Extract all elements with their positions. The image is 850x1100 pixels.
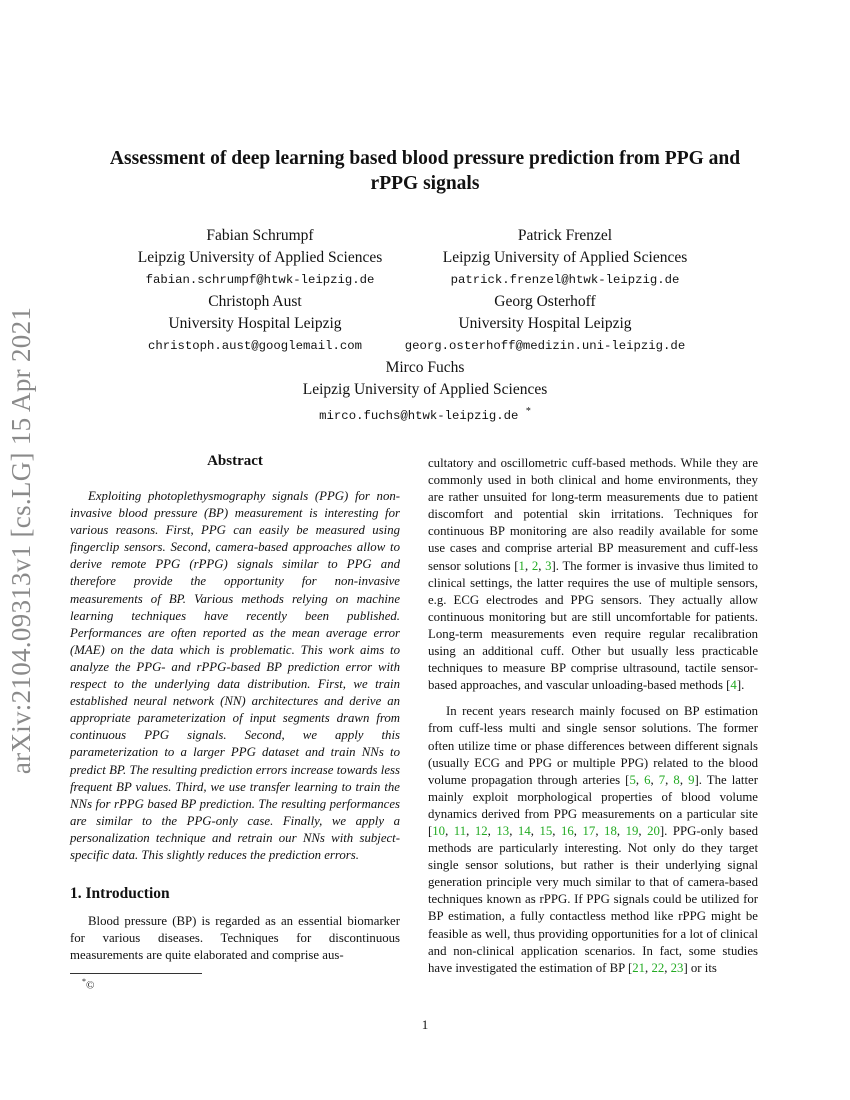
author-affiliation: Leipzig University of Applied Sciences [302,381,548,398]
arxiv-identifier-stamp [2,300,42,780]
citation-link[interactable]: 8 [673,772,680,787]
copyright-symbol: © [86,979,95,992]
author-email[interactable]: christoph.aust@googlemail.com [147,339,362,353]
footnote-marker: * [525,406,531,417]
author-name: Fabian Schrumpf [206,227,314,244]
citation-link[interactable]: 21 [632,960,646,975]
citation-link[interactable]: 3 [545,558,552,573]
body-paragraph: cultatory and oscillometric cuff-based methods. While they are commonly used in both clinical and home environments, they are rather unsuited for long-term measurements due to patient discomfort and potential skin irritations. Techniques for continuous BP monitoring are also readily available for some use cases and comprise arterial BP measurement and cuff-less sensor solutions [1, 2, 3]. The former is invasive thus limited to clinical settings, the latter requires the use of multiple sensors, e.g. ECG electrodes and PPG sensors. They actually allow continuous monitoring but are still uncomfortable for patients. Long-term measurements even require regular recalibration using an additional cuff. Other but usually less practicable techniques to measure BP comprise ultrasound, tactile sensor-based approaches, and vascular unloading-based methods [4]. [428,456,758,693]
author-affiliation: Leipzig University of Applied Sciences [442,249,688,266]
author-affiliation: University Hospital Leipzig [458,315,632,332]
citation-link[interactable]: 5 [629,772,636,787]
citation-link[interactable]: 16 [560,823,574,838]
right-column [428,455,758,977]
author-email[interactable]: patrick.frenzel@htwk-leipzig.de [450,273,680,287]
author-block [105,291,405,357]
citation-link[interactable]: 20 [647,823,660,838]
citation-link[interactable]: 9 [688,772,695,787]
author-email[interactable] [225,401,625,427]
citation-link[interactable]: 7 [658,772,666,787]
author-affiliation: Leipzig University of Applied Sciences [137,249,383,266]
author-affiliation: University Hospital Leipzig [168,315,342,332]
citation-link[interactable]: 1 [518,558,525,573]
citation-link[interactable]: 13 [496,823,510,838]
author-email[interactable]: georg.osterhoff@medizin.uni-leipzig.de [404,339,686,353]
author-name: Christoph Aust [208,293,302,310]
citation-link[interactable]: 17 [582,823,596,838]
paper-title-line2: rPPG signals [370,173,480,194]
author-email[interactable]: fabian.schrumpf@htwk-leipzig.de [145,273,375,287]
citation-link[interactable]: 12 [474,823,488,838]
paragraph-text: In recent years research mainly focused on BP estimation from cuff-less multi and single sensor solutions. The former often utilize time or phase differences between different signals (usually ECG and PPG or multiple PPG) related to the blood volume propagation through arteries [ [428,704,758,787]
citation-link[interactable]: 2 [531,558,539,573]
paper-title [75,146,775,196]
author-name: Georg Osterhoff [494,293,596,310]
citation-link[interactable]: 22 [651,960,665,975]
paragraph-text: cultatory and oscillometric cuff-based methods. While they are commonly used in both clinical and home environments, they are rather unsuited for long-term measurements due to patient discomfort and potential skin irritations. Techniques for continuous BP monitoring are also readily available for some use cases and comprise arterial BP measurement and cuff-less sensor solutions [ [428,456,758,573]
paragraph-text: ]. [736,678,745,693]
paragraph-text: ]. The former is invasive thus limited to clinical settings, the latter requires the use of multiple sensors, e.g. ECG electrodes and PPG sensors. They actually allow continuous monitoring but are still uncomfortable for patients. Long-term measurements even require regular recalibration using an additional cuff. Other but usually less practicable techniques to measure BP comprise ultrasound, tactile sensor-based approaches, and vascular unloading-based methods [ [428,558,758,693]
footnote-divider [70,973,202,974]
introduction-text: Blood pressure (BP) is regarded as an essential biomarker for various diseases. Techniques for discontinuous measurements are quite elaborated and comprise aus- [70,914,400,963]
paragraph-text: ]. PPG-only based methods are particularly interesting. Not only do they target single sensor solutions, but rather is their underlying signal generation principle very much similar to that of camera-based techniques known as rPPG. If PPG signals could be utilized for BP estimation, a fully contactless method like rPPG might be feasible as well, thus providing opportunities for a lot of clinical and non-clinical application scenarios. In fact, some studies have investigated the estimation of BP [ [428,823,759,975]
author-block [225,357,625,427]
paragraph-text: ] or its [683,960,717,975]
page-number: 1 [421,1017,429,1032]
citation-link[interactable]: 6 [644,772,651,787]
footnote-mark: * [82,977,86,986]
paragraph-text: ]. The latter mainly exploit morphological properties of blood volume dynamics derived from PPG measurements on a particular site [ [428,772,758,838]
body-paragraph: In recent years research mainly focused on BP estimation from cuff-less multi and single sensor solutions. The former often utilize time or phase differences between different signals (usually ECG and PPG or multiple PPG) related to the blood volume propagation through arteries [5, 6, 7, 8, 9]. The latter mainly exploit morphological properties of blood volume dynamics derived from PPG measurements on a particular site [10, 11, 12, 13, 14, 15, 16, 17, 18, 19, 20]. PPG-only based methods are particularly interesting. Not only do they target single sensor solutions, but rather is their underlying signal generation principle very much similar to that of camera-based techniques known as rPPG. If PPG signals could be utilized for BP estimation, a fully contactless method like rPPG might be feasible as well, thus providing opportunities for a lot of clinical and non-clinical application scenarios. In fact, some studies have investigated the estimation of BP [21, 22, 23] or its [428,704,759,975]
author-block [120,225,400,291]
abstract-heading: Abstract [207,453,263,469]
citation-link[interactable]: 11 [453,823,467,838]
citation-link[interactable]: 18 [604,823,617,838]
citation-link[interactable]: 15 [539,823,553,838]
author-name: Mirco Fuchs [385,359,465,376]
arxiv-identifier-text: arXiv:2104.09313v1 [cs.LG] 15 Apr 2021 [6,306,37,774]
footnote [82,977,94,992]
abstract-text: Exploiting photoplethysmography signals (PPG) for non-invasive blood pressure (BP) measurement is interesting for various reasons. First, PPG can easily be measured using fingerclip sensors. Second, camera-based approaches allow to derive remote PPG (rPPG) signals similar to PPG and therefore provide the opportunity for non-invasive measurements of BP. Various methods relying on machine learning techniques have recently been published. Performances are often reported as the mean average error (MAE) on the data which is problematic. This work aims to analyze the PPG- and rPPG-based BP prediction error with respect to the underlying data distribution. First, we train established neural network (NN) architectures and derive an appropriate parameterization of input segments drawn from continuous PPG signals. Second, we apply this parameterization to a larger PPG dataset and train NNs to predict BP. The resulting prediction errors increase towards less frequent BP values. Third, we use transfer learning to train the NNs for rPPG based BP prediction. The resulting performances are similar to the PPG-only case. Finally, we apply a personalization technique and retrain our NNs with subject-specific data. This slightly reduces the prediction errors. [70,489,400,862]
citation-link[interactable]: 4 [730,678,737,693]
author-block [395,291,695,357]
author-block [425,225,705,291]
citation-link[interactable]: 14 [517,823,531,838]
citation-link[interactable]: 19 [625,823,639,838]
citation-link[interactable]: 10 [432,823,446,838]
author-name: Patrick Frenzel [517,227,613,244]
introduction-heading: 1. Introduction [70,885,170,902]
citation-link[interactable]: 23 [670,960,684,975]
author-email-address[interactable]: mirco.fuchs@htwk-leipzig.de [319,409,519,424]
paper-title-line1: Assessment of deep learning based blood pressure prediction from PPG and [109,148,741,169]
